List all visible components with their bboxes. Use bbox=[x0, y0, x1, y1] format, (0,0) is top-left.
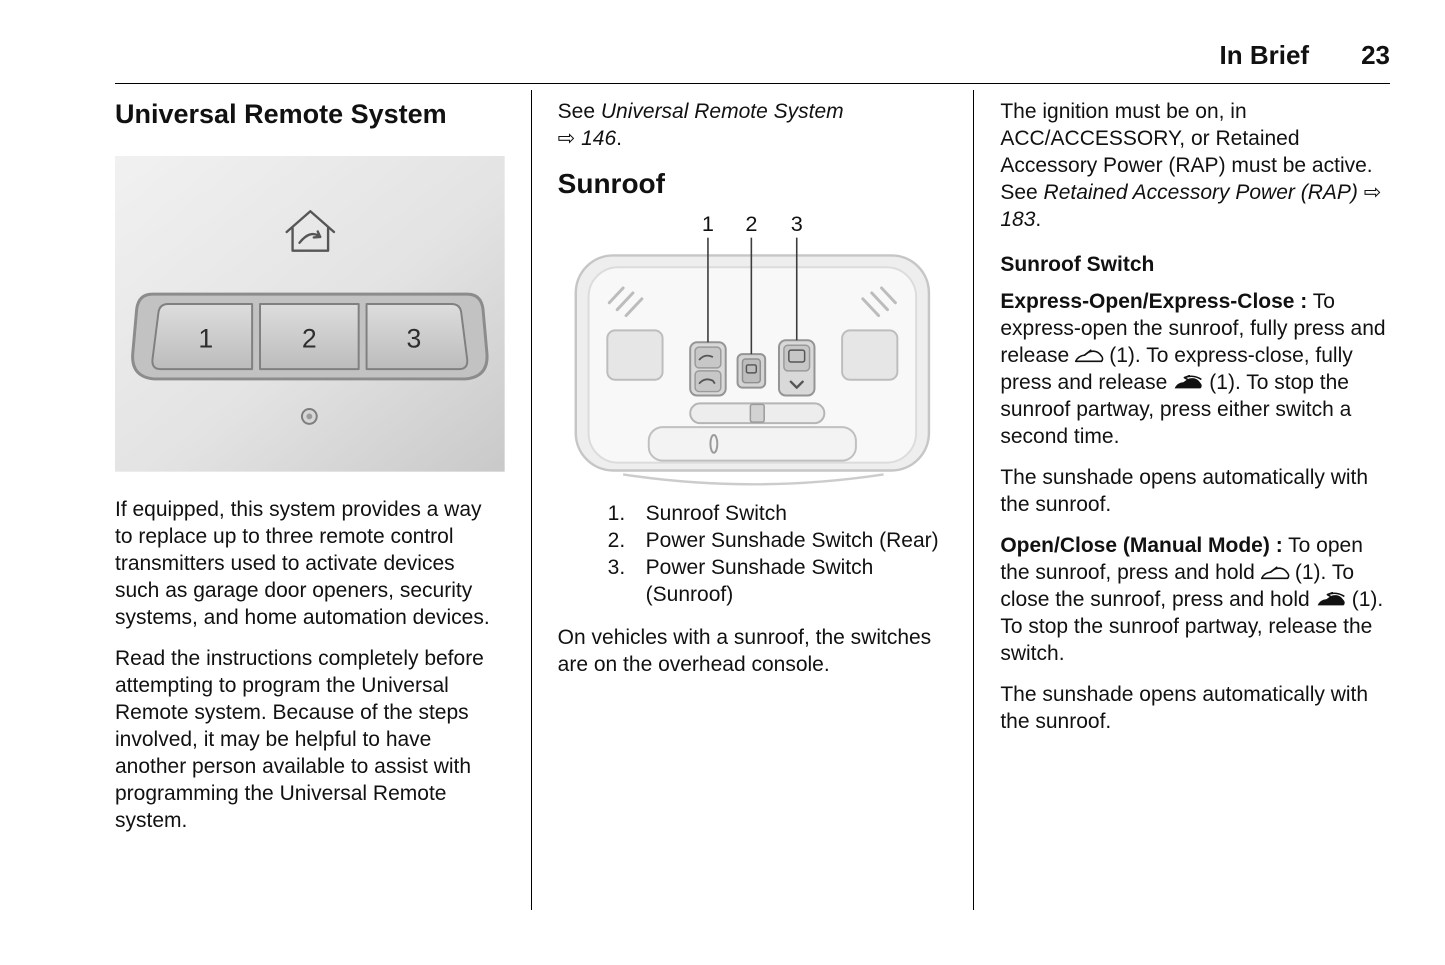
sunroof-console-illustration bbox=[558, 214, 948, 490]
page-number: 23 bbox=[1361, 40, 1390, 70]
text-segment: (1). To stop the sunroof partway, press either switch a second time. bbox=[1000, 371, 1352, 448]
text-segment: (1). To express-close, fully press and release bbox=[1000, 344, 1353, 394]
sunroof-close-icon bbox=[1315, 592, 1347, 608]
column-sunroof bbox=[531, 90, 974, 910]
header-rule bbox=[115, 83, 1390, 84]
see-prefix: See bbox=[557, 100, 601, 123]
paragraph-express-open-close bbox=[1000, 288, 1390, 450]
list-item-number: 1. bbox=[607, 502, 626, 526]
paragraph-universal-remote-2: Read the instructions completely before attempting to program the Universal Remote system. Because of the steps involved, it may be helpful to have another person available to assist with programming the Universal Remote system. bbox=[115, 646, 484, 832]
cross-reference-arrow-icon: ⇨ bbox=[1363, 181, 1382, 204]
list-item bbox=[608, 554, 948, 608]
sunroof-switch bbox=[690, 342, 726, 395]
remote-button-3-label: 3 bbox=[406, 323, 422, 354]
text-segment: To express-open the sunroof, fully press and release bbox=[1000, 290, 1386, 367]
reading-lamp-left bbox=[607, 330, 662, 379]
cross-reference-arrow-icon: ⇨ bbox=[557, 127, 576, 150]
section-title: In Brief bbox=[1219, 40, 1310, 70]
cross-reference-link[interactable]: Universal Remote System bbox=[600, 100, 844, 123]
callout-legend-list bbox=[608, 500, 948, 608]
paragraph-ignition-requirement bbox=[1000, 98, 1390, 233]
callout-2: 2 bbox=[744, 214, 758, 236]
content-columns bbox=[115, 90, 1390, 910]
cross-reference-link[interactable]: Retained Accessory Power (RAP) bbox=[1043, 181, 1358, 204]
term-open-close-manual: Open/Close (Manual Mode) : bbox=[1000, 534, 1283, 557]
universal-remote-illustration bbox=[115, 156, 505, 472]
remote-button-bar bbox=[133, 294, 487, 379]
reading-lamp-right bbox=[842, 330, 897, 379]
paragraph-sunshade-note-2: The sunshade opens automatically with the sunroof. bbox=[1000, 683, 1369, 733]
period: . bbox=[1035, 208, 1042, 231]
cross-reference-page: 146 bbox=[581, 127, 617, 150]
heading-universal-remote-system: Universal Remote System bbox=[115, 99, 447, 129]
cross-reference-universal-remote bbox=[558, 98, 948, 152]
sunroof-close-icon bbox=[1172, 375, 1204, 391]
text-segment: To open the sunroof, press and hold bbox=[1000, 534, 1363, 584]
text-segment: The ignition must be on, in ACC/ACCESSORY, or Retained Accessory Power (RAP) must be active. See bbox=[1000, 100, 1373, 204]
list-item bbox=[608, 500, 948, 527]
text-segment: (1). To close the sunroof, press and hold bbox=[1000, 561, 1354, 611]
cross-reference-page: 183 bbox=[1000, 208, 1036, 231]
term-express-open-close: Express-Open/Express-Close : bbox=[1000, 290, 1308, 313]
list-item-text: Power Sunshade Switch (Sunroof) bbox=[645, 556, 874, 607]
column-sunroof-operation bbox=[973, 90, 1390, 910]
callout-1: 1 bbox=[701, 214, 714, 236]
console-bottom-edge bbox=[623, 474, 883, 484]
list-item-text: Sunroof Switch bbox=[645, 502, 787, 526]
rear-sunshade-switch bbox=[737, 354, 765, 388]
paragraph-sunshade-note-1: The sunshade opens automatically with the sunroof. bbox=[1000, 466, 1369, 516]
sunroof-tilt-icon bbox=[1260, 565, 1290, 581]
list-item bbox=[608, 527, 948, 554]
list-item-number: 2. bbox=[607, 529, 626, 553]
remote-led-indicator bbox=[302, 409, 317, 424]
heading-sunroof: Sunroof bbox=[557, 168, 665, 199]
callout-3: 3 bbox=[790, 214, 803, 236]
paragraph-universal-remote-1: If equipped, this system provides a way to replace up to three remote control transmitters used to activate devices such as garage door openers, security systems, and home automation devices. bbox=[115, 497, 490, 629]
page-header bbox=[115, 40, 1390, 83]
remote-button-2-label: 2 bbox=[301, 323, 317, 354]
console-trim-button bbox=[750, 404, 764, 422]
sunglasses-holder bbox=[648, 427, 855, 461]
subheading-sunroof-switch: Sunroof Switch bbox=[1000, 253, 1155, 276]
sunroof-tilt-icon bbox=[1074, 348, 1104, 364]
column-universal-remote bbox=[115, 90, 531, 910]
list-item-text: Power Sunshade Switch (Rear) bbox=[645, 529, 939, 553]
text-segment: (1). To stop the sunroof partway, release the switch. bbox=[1000, 588, 1384, 665]
list-item-number: 3. bbox=[607, 556, 626, 580]
sunroof-sunshade-switch bbox=[779, 340, 815, 395]
universal-remote-figure bbox=[115, 156, 505, 472]
remote-button-1-label: 1 bbox=[198, 323, 214, 354]
period: . bbox=[616, 127, 623, 150]
paragraph-sunroof-location: On vehicles with a sunroof, the switches are on the overhead console. bbox=[557, 626, 932, 677]
sunroof-console-figure bbox=[558, 214, 948, 490]
paragraph-manual-open-close bbox=[1000, 532, 1390, 667]
